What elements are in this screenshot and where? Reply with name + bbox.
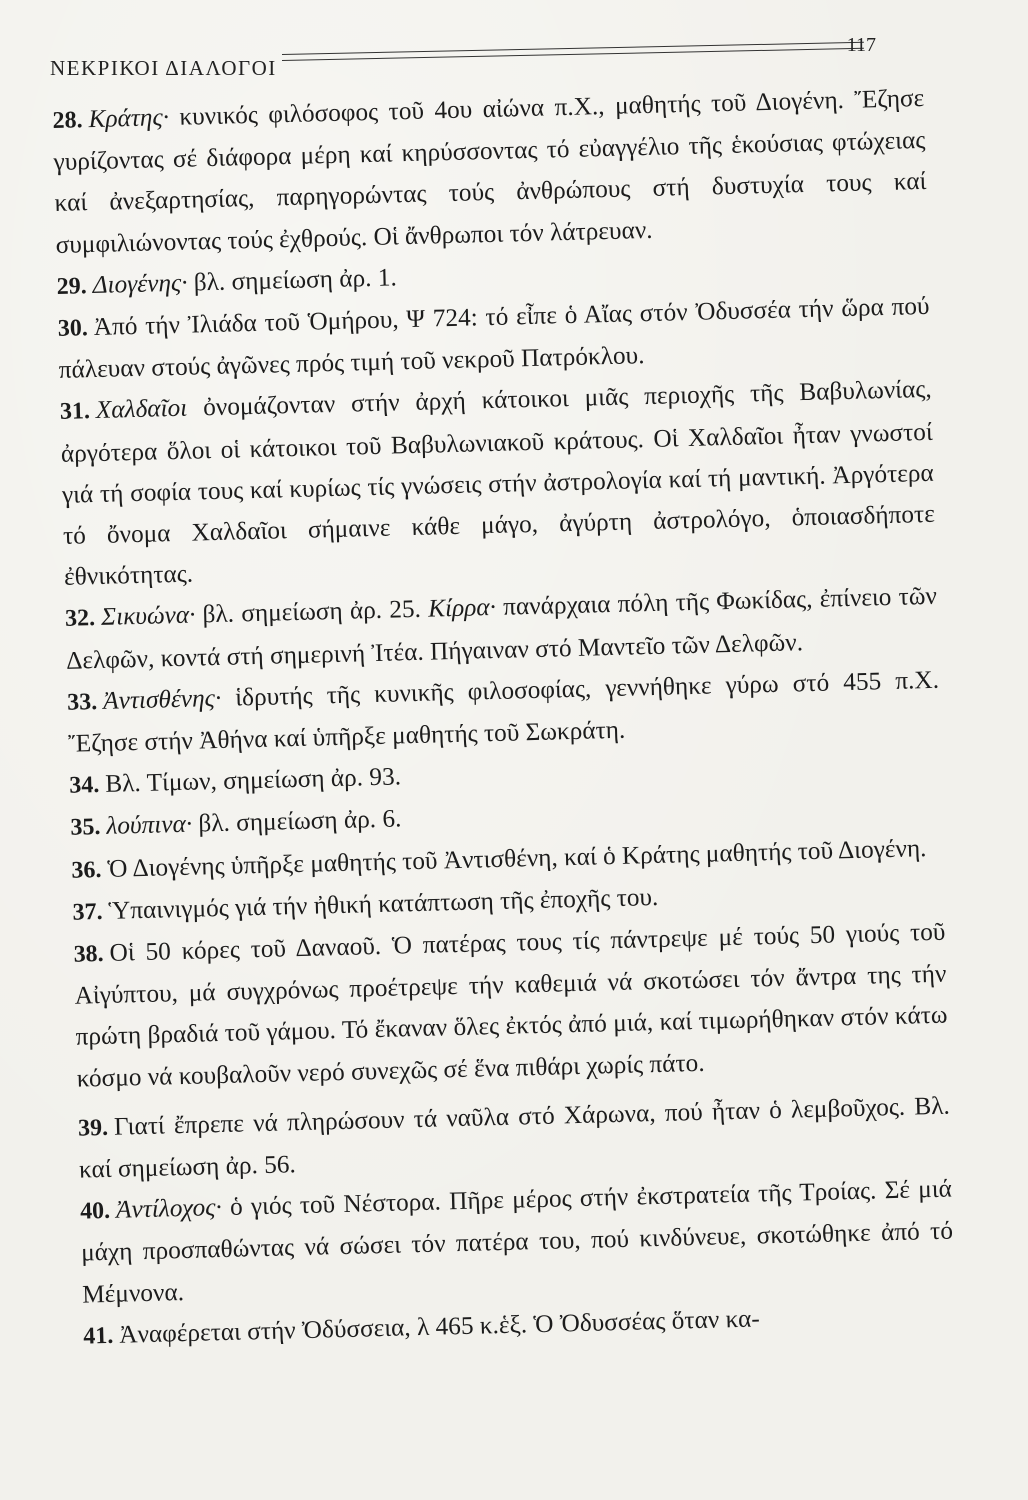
note-text: Ἀπό τήν Ἰλιάδα τοῦ Ὁμήρου, Ψ 724: τό εἶπε ὁ Αἴας στόν Ὀδυσσέα τήν ὥρα πού πάλευαν στούς ἀγῶνες πρός τιμή τοῦ νεκροῦ Πατρόκλου.	[58, 291, 930, 385]
note-text: Ἀναφέρεται στήν Ὀδύσσεια, λ 465 κ.ἑξ. Ὁ Ὀδυσσέας ὅταν κα-	[118, 1304, 761, 1349]
note-number: 31.	[59, 398, 91, 426]
note-text: κυνικός φιλόσοφος τοῦ 4ου αἰώνα π.Χ., μαθητής τοῦ Διογένη. Ἔζησε γυρίζοντας σέ διάφορα μέρη καί κηρύσσοντας τό εὐαγγέλιο τῆς ἑκούσιας φτώχειας καί ἀνεξαρτησίας, παρηγορώντας τούς ἀνθρώπους στή δυστυχία τους καί συμφιλιώνοντας τούς ἐχθρούς. Οἱ ἄνθρωποι τόν λάτρευαν.	[53, 83, 927, 259]
note-term: Ἀντίλοχος·	[115, 1193, 223, 1225]
note-40	[80, 1169, 955, 1316]
note-number: 29.	[56, 272, 88, 300]
page-header	[50, 34, 880, 80]
note-number: 36.	[71, 856, 102, 884]
note-text: Ὁ Διογένης ὑπῆρξε μαθητής τοῦ Ἀντισθένη, καί ὁ Κράτης μαθητής τοῦ Διογένη.	[107, 833, 927, 883]
running-title: ΝΕΚΡΙΚΟΙ ΔΙΑΛΟΓΟΙ	[50, 56, 277, 80]
note-38	[73, 912, 949, 1100]
note-number: 39.	[77, 1114, 109, 1142]
note-text: Γιατί ἔπρεπε νά πληρώσουν τά ναῦλα στό Χάρωνα, πού ἦταν ὁ λεμβοῦχος. Βλ. καί σημείωση ἀρ. 56.	[78, 1091, 951, 1184]
note-number: 37.	[72, 898, 103, 926]
header-rule-second	[282, 48, 864, 61]
note-term: Σικυώνα·	[100, 600, 196, 632]
note-text: ὀνομάζονταν στήν ἀρχή κάτοικοι μιᾶς περιοχῆς τῆς Βαβυλωνίας, ἀργότερα ὅλοι οἱ κάτοικοι τοῦ Βαβυλωνιακοῦ κράτους. Οἱ Χαλδαῖοι ἦταν γνωστοί γιά τή σοφία τους καί κυρίως τίς γνώσεις στήν ἀστρολογία καί τή μαντική. Ἀργότερα τό ὄνομα Χαλδαῖοι σήμαινε κάθε μάγο, ἀγύρτη ἀστρολόγο, ὁποιασδήποτε ἐθνικότητας.	[60, 375, 936, 592]
note-term: Κράτης·	[88, 103, 170, 134]
note-text: Βλ. Τίμων, σημείωση ἀρ. 93.	[104, 762, 402, 799]
note-number: 32.	[64, 605, 96, 633]
note-text: βλ. σημείωση ἀρ. 1.	[187, 263, 398, 297]
note-number: 30.	[57, 315, 89, 342]
note-text: Οἱ 50 κόρες τοῦ Δαναοῦ. Ὁ πατέρας τους τίς πάντρεψε μέ τούς 50 γιούς τοῦ Αἰγύπτου, μά συγχρόνως προέτρεψε τήν καθεμιά νά σκοτώσει τόν ἄντρα της τήν πρώτη βραδιά τοῦ γάμου. Τό ἔκαναν ὅλες ἐκτός ἀπό μιά, καί τιμωρήθηκαν στόν κάτω κόσμο νά κουβαλοῦν νερό συνεχῶς σέ ἕνα πιθάρι χωρίς πάτο.	[74, 917, 948, 1093]
note-text-secondary: πανάρχαια πόλη τῆς Φωκίδας, ἐπίνειο τῶν Δελφῶν, κοντά στή σημερινή Ἰτέα. Πήγαιναν στό Μαντεῖο τῶν Δελφῶν.	[65, 582, 938, 675]
note-31	[59, 369, 936, 598]
note-number: 38.	[73, 941, 104, 968]
note-text: ἱδρυτής τῆς κυνικῆς φιλοσοφίας, γεννήθηκε γύρω στό 455 π.Χ. Ἔζησε στήν Ἀθήνα καί ὑπῆρξε μαθητής τοῦ Σωκράτη.	[67, 665, 940, 758]
note-term: Χαλδαῖοι	[95, 394, 188, 425]
note-number: 35.	[70, 814, 101, 842]
note-text: ὁ γιός τοῦ Νέστορα. Πῆρε μέρος στήν ἐκστρατεία τῆς Τροίας. Σέ μιά μάχη προσπαθώντας νά σώσει τόν πατέρα του, πού κινδύνευε, σκοτώθηκε ἀπό τό Μέμνονα.	[80, 1174, 954, 1309]
note-term: Ἀντισθένης·	[102, 683, 222, 715]
notes-section	[52, 78, 956, 1358]
note-number: 34.	[69, 772, 100, 800]
note-term: Διογένης·	[92, 268, 188, 299]
note-28	[52, 78, 928, 266]
note-number: 33.	[66, 688, 98, 716]
note-text: βλ. σημείωση ἀρ. 25.	[195, 595, 422, 629]
note-number: 28.	[52, 107, 83, 134]
page-number: 117	[846, 34, 876, 56]
note-number: 40.	[79, 1198, 111, 1225]
note-term: λούπινα·	[106, 810, 193, 841]
note-text: βλ. σημείωση ἀρ. 6.	[191, 804, 402, 839]
note-text: Ὑπαινιγμός γιά τήν ἠθική κατάπτωση τῆς ἐποχῆς του.	[108, 882, 659, 925]
note-number: 41.	[82, 1322, 114, 1350]
note-term-secondary: Κίρρα·	[427, 593, 497, 624]
